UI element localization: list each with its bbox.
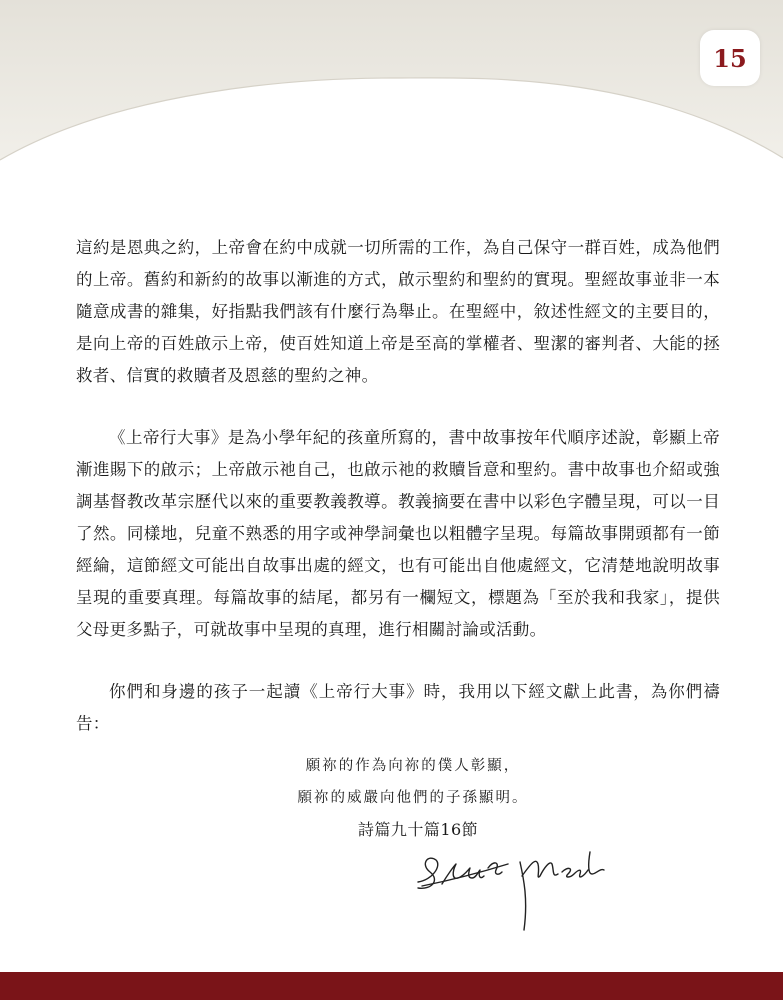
header-background: [0, 0, 783, 220]
footer-bar: [0, 972, 783, 1000]
paragraph-covenant: 這約是恩典之約，上帝會在約中成就一切所需的工作，為自己保守一群百姓，成為他們的上帝。舊約和新約的故事以漸進的方式，啟示聖約和聖約的實現。聖經故事並非一本隨意成書的雜集，好指點我們該有什麼行為舉止。在聖經中，敘述性經文的主要目的，是向上帝的百姓啟示上帝，使百姓知道上帝是至高的掌權者、聖潔的審判者、大能的拯救者、信實的救贖者及恩慈的聖約之神。: [76, 238, 720, 385]
paragraph-book-description: 《上帝行大事》是為小學年紀的孩童所寫的，書中故事按年代順序述說，彰顯上帝漸進賜下的啟示；上帝啟示祂自己，也啟示祂的救贖旨意和聖約。書中故事也介紹或強調基督教改革宗歷代以來的重要教義教導。教義摘要在書中以彩色字體呈現，可以一目了然。同樣地，兒童不熟悉的用字或神學詞彙也以粗體字呈現。每篇故事開頭都有一節經綸，這節經文可能出自故事出處的經文，也有可能出自他處經文，它清楚地說明故事呈現的重要真理。每篇故事的結尾，都另有一欄短文，標題為「至於我和我家」，提供父母更多點子，可就故事中呈現的真理，進行相關討論或活動。: [76, 428, 720, 639]
verse-line-2: 願祢的威嚴向他們的子孫顯明。: [297, 790, 529, 806]
verse-line-1: 願祢的作為向祢的僕人彰顯，: [305, 758, 521, 774]
verse-quote: [76, 750, 720, 814]
author-signature: [412, 840, 612, 940]
verse-reference: 詩篇九十篇16節: [357, 820, 479, 839]
page-number: 15: [700, 30, 760, 86]
paragraph-dedication: 你們和身邊的孩子一起讀《上帝行大事》時，我用以下經文獻上此書，為你們禱告：: [76, 682, 720, 733]
main-content: [76, 232, 720, 846]
